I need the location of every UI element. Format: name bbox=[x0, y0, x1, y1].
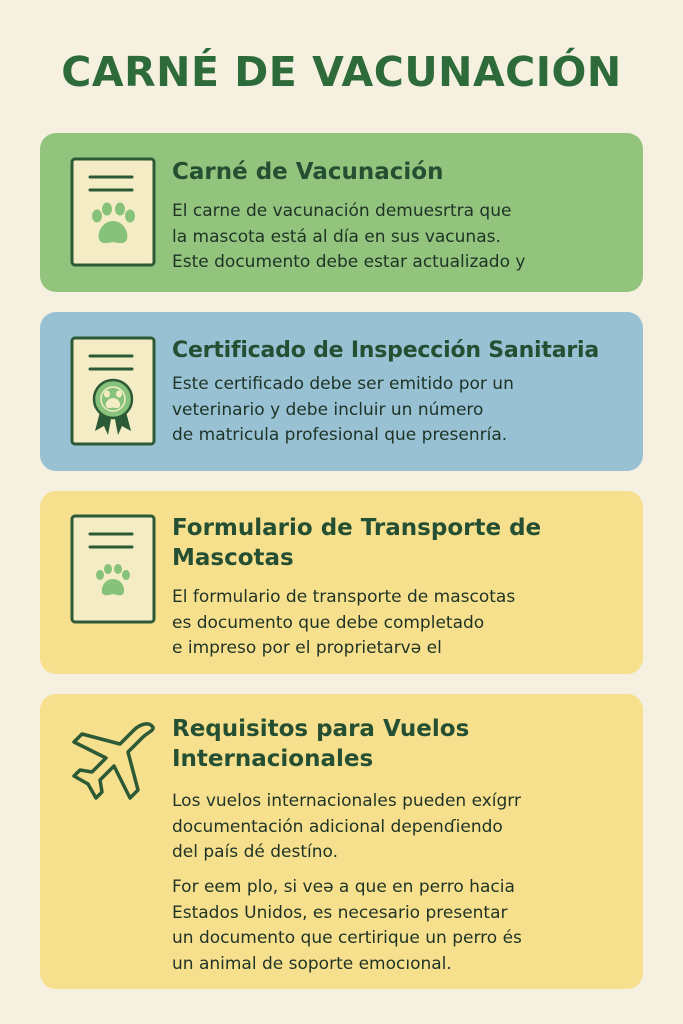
section-description: El carne de vacunación demuesrtra que la mascota está al día en sus vacunas. Este documento debe estar actualizado y bbox=[172, 201, 526, 272]
section-description: El formulario de transporte de mascotas es documento que debe completado e impreso por el proprietarvə el bbox=[172, 587, 516, 658]
international-flights-section bbox=[40, 694, 643, 989]
section-heading: Carné de Vacunación bbox=[172, 159, 444, 185]
section-heading: Requisitos para Vuelos Internacionales bbox=[172, 716, 470, 772]
section-description: Este certificado debe ser emitido por un veterinario y debe incluir un número de matricula profesional que presenría. bbox=[172, 374, 514, 445]
transport-form-section bbox=[40, 491, 643, 674]
document-paw-icon bbox=[70, 157, 156, 267]
vaccination-card-section bbox=[40, 133, 643, 292]
document-paw-icon bbox=[70, 514, 156, 624]
page-title: CARNÉ DE VACUNACIÓN bbox=[61, 48, 622, 96]
airplane-icon bbox=[68, 720, 158, 810]
health-certificate-section bbox=[40, 312, 643, 471]
section-description: Los vuelos internacionales pueden exígrr documentación adicional depenɗiendo del país dé destíno. bbox=[172, 791, 521, 862]
certificate-seal-icon bbox=[70, 336, 156, 446]
section-heading: Certificado de Inspección Sanitaria bbox=[172, 338, 599, 363]
section-example: For eem plo, si veə a que en perro hacia Estados Unidos, es necesario presentar un documento que certirique un perro és un animal de soporte emocıonal. bbox=[172, 877, 522, 974]
section-heading: Formulario de Transporte de Mascotas bbox=[172, 515, 542, 571]
